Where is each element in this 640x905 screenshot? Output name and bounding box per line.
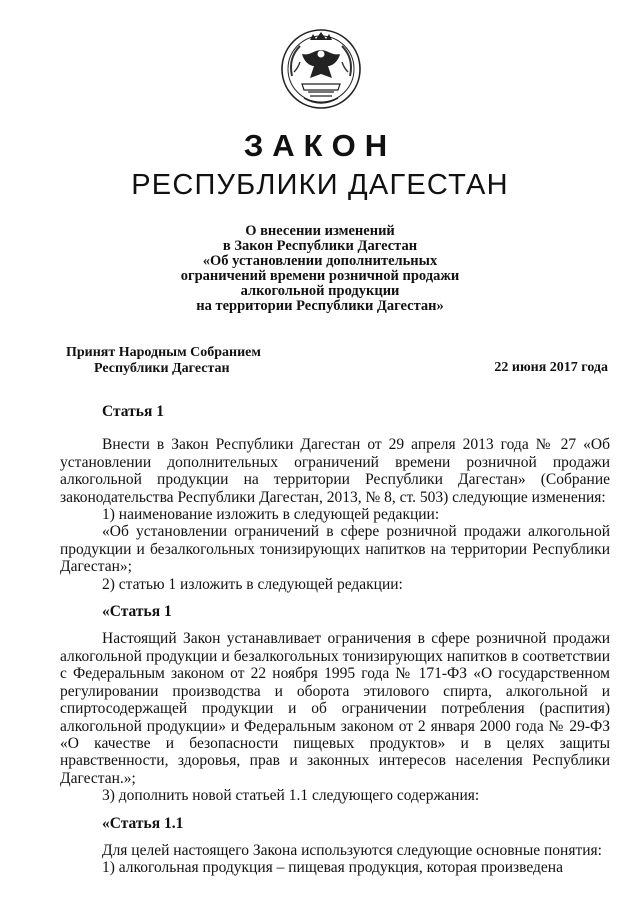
title-line: «Об установлении дополнительных bbox=[202, 253, 438, 269]
quoted-title: «Об установлении ограничений в сфере розничной продажи алкогольной продукции и безалкогольных тонизирующих напитков на территории Республики Дагестан»; bbox=[60, 523, 610, 576]
list-item: 2) статью 1 изложить в следующей редакции: bbox=[102, 575, 403, 593]
dagestan-coat-of-arms-icon bbox=[280, 28, 362, 110]
quoted-article-1-1-heading: «Статья 1.1 bbox=[102, 814, 184, 832]
title-line: на территории Республики Дагестан» bbox=[196, 298, 444, 314]
list-item: 1) алкогольная продукция – пищевая продукция, которая произведена bbox=[102, 859, 563, 877]
title-line: в Закон Республики Дагестан bbox=[222, 238, 418, 254]
quoted-article-1-heading: «Статья 1 bbox=[102, 603, 172, 621]
article-1-heading: Статья 1 bbox=[102, 403, 164, 420]
article-1-text: Внести в Закон Республики Дагестан от 29 апреля 2013 года № 27 «Об установлении дополнительных ограничений времени розничной продажи алкогольной продукции на территории Республики Дагестан» (Собрание законодательства Республики Дагестан, 2013, № 8, ст. 503) следующие изменения: bbox=[60, 436, 610, 506]
title-line: ограничений времени розничной продажи bbox=[180, 268, 460, 284]
adopted-by-line1: Принят Народным Собранием bbox=[66, 345, 261, 360]
title-line: О внесении изменений bbox=[245, 223, 395, 239]
region-heading: РЕСПУБЛИКИ ДАГЕСТАН bbox=[131, 169, 509, 201]
adoption-date: 22 июня 2017 года bbox=[494, 360, 608, 375]
adoption-info bbox=[66, 345, 261, 377]
title-line: алкогольной продукции bbox=[240, 283, 400, 299]
law-body bbox=[60, 403, 610, 877]
list-item: 1) наименование изложить в следующей редакции: bbox=[102, 506, 440, 524]
adopted-by-line2: Республики Дагестан bbox=[94, 361, 230, 376]
article-1-1-intro: Для целей настоящего Закона используются следующие основные понятия: bbox=[102, 841, 602, 859]
list-item: 3) дополнить новой статьей 1.1 следующего содержания: bbox=[102, 787, 480, 805]
quoted-article-1-text: Настоящий Закон устанавливает ограничения в сфере розничной продажи алкогольной продукции и безалкогольных тонизирующих напитков в соответствии с Федеральным законом от 22 ноября 1995 года № 171-ФЗ «О государственном регулировании производства и оборота этилового спирта, алкогольной и спиртосодержащей продукции и об ограничении потребления (распития) алкогольной продукции» и Федеральным законом от 2 января 2000 года № 29-ФЗ «О качестве и безопасности пищевых продуктов» и в целях защиты нравственности, здоровья, прав и законных интересов населения Республики Дагестан.»; bbox=[60, 630, 610, 787]
law-title bbox=[150, 224, 490, 314]
document-type-heading: ЗАКОН bbox=[243, 128, 397, 163]
